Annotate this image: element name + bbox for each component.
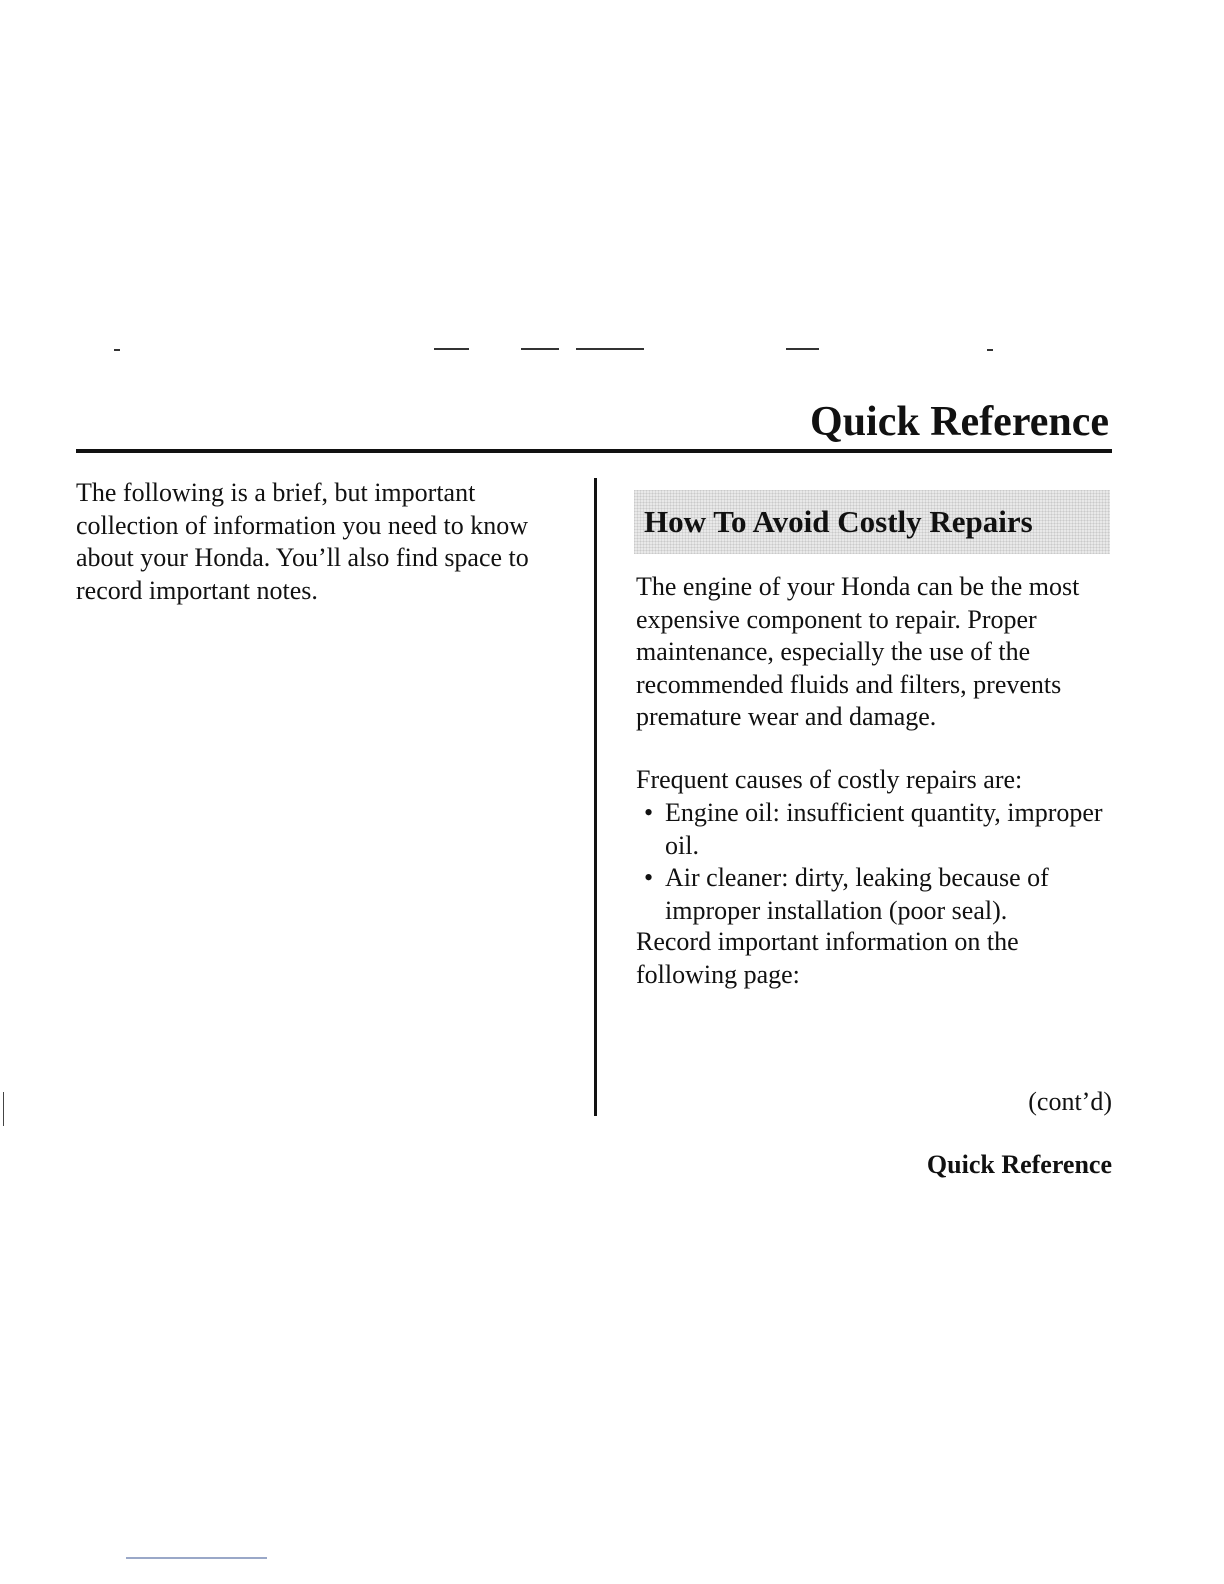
list-item xyxy=(636,862,1116,927)
bullet-icon: • xyxy=(644,798,654,827)
scan-artifact-dash xyxy=(786,348,819,350)
scan-artifact-dash xyxy=(521,348,559,350)
scan-artifact-dash xyxy=(576,348,644,350)
list-item-text: Engine oil: insufficient quantity, improper oil. xyxy=(665,798,1103,860)
list-item xyxy=(636,797,1116,862)
bullet-icon: • xyxy=(644,863,654,892)
continued-label: (cont’d) xyxy=(1028,1087,1112,1116)
scan-margin-mark xyxy=(3,1092,4,1126)
section-heading-banner xyxy=(634,490,1110,554)
column-divider xyxy=(594,478,597,1116)
intro-paragraph: The following is a brief, but important collection of information you need to know about your Honda. You’ll also find space to record important notes. xyxy=(76,478,529,605)
page-title: Quick Reference xyxy=(810,399,1109,445)
causes-list xyxy=(636,797,1116,927)
record-note: Record important information on the following page: xyxy=(636,927,1019,989)
causes-intro: Frequent causes of costly repairs are: xyxy=(636,765,1023,794)
footer-title: Quick Reference xyxy=(926,1150,1112,1179)
list-item-text: Air cleaner: dirty, leaking because of improper installation (poor seal). xyxy=(665,863,1049,925)
bottom-rule xyxy=(126,1557,267,1559)
title-rule xyxy=(76,449,1112,453)
scan-artifact-dash xyxy=(434,348,469,350)
scan-artifact-dash xyxy=(987,349,993,351)
section-heading: How To Avoid Costly Repairs xyxy=(644,504,1033,539)
engine-cost-paragraph: The engine of your Honda can be the most expensive component to repair. Proper maintenance, especially the use of the recommended fluids and filters, prevents premature wear and damage. xyxy=(636,572,1080,731)
scan-artifact-dash xyxy=(114,349,120,351)
